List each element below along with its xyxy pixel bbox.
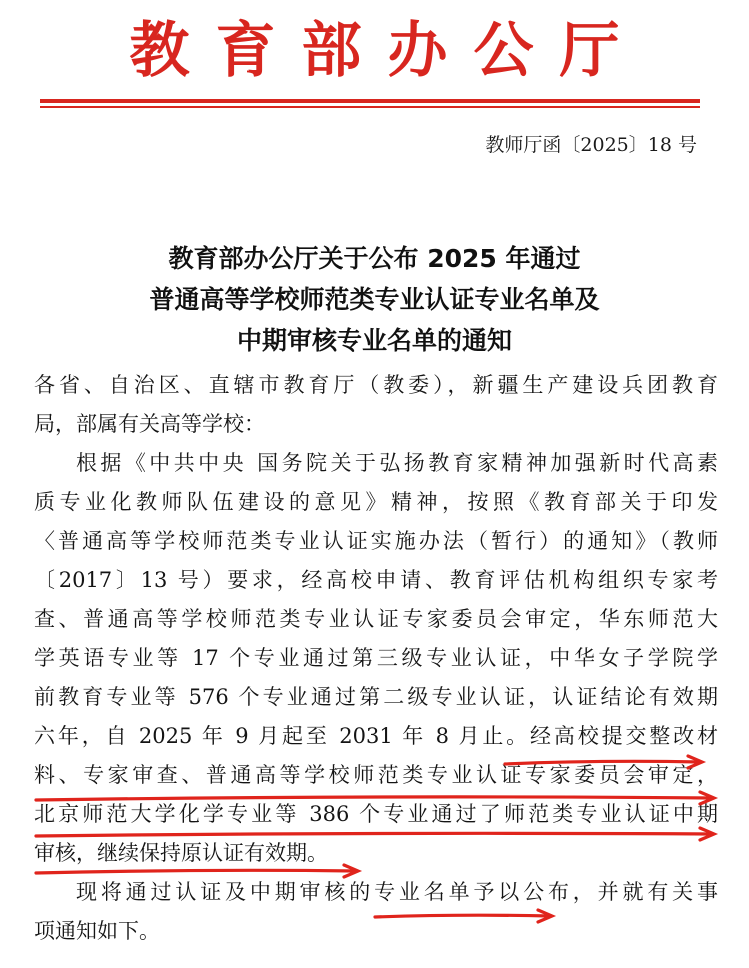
body-line-salutation: 各省、自治区、直辖市教育厅（教委），新疆生产建设兵团教育 — [34, 373, 718, 397]
title-line: 中期审核专业名单的通知 — [236, 326, 512, 355]
body-line: 根据《中共中央 国务院关于弘扬教育家精神加强新时代高素 — [76, 451, 718, 475]
body-line: 质专业化教师队伍建设的意见》精神，按照《教育部关于印发 — [34, 490, 718, 514]
body-line: 现将通过认证及中期审核的专业名单予以公布，并就有关事 — [76, 880, 718, 904]
body-line: 六年，自 2025 年 9 月起至 2031 年 8 月止。经高校提交整改材 — [34, 724, 718, 748]
body-line: 料、专家审查、普通高等学校师范类专业认证专家委员会审定， — [34, 763, 718, 787]
body-line: 前教育专业等 576 个专业通过第二级专业认证，认证结论有效期 — [34, 685, 718, 709]
body-line: 北京师范大学化学专业等 386 个专业通过了师范类专业认证中期 — [34, 802, 718, 826]
title-line: 教育部办公厅关于公布 2025 年通过 — [168, 244, 581, 273]
document-body — [34, 366, 718, 951]
body-line: 审核，继续保持原认证有效期。 — [34, 841, 328, 865]
body-line: 查、普通高等学校师范类专业认证专家委员会审定，华东师范大 — [34, 607, 718, 631]
masthead-rule-thin — [40, 106, 700, 108]
body-line: 项通知如下。 — [34, 919, 160, 943]
body-line: 〈普通高等学校师范类专业认证实施办法（暂行）的通知》（教师 — [34, 529, 718, 553]
title-line: 普通高等学校师范类专业认证专业名单及 — [149, 285, 600, 314]
body-line: 〔2017〕13 号）要求，经高校申请、教育评估机构组织专家考 — [34, 568, 718, 592]
document-title — [0, 238, 749, 361]
body-line: 学英语专业等 17 个专业通过第三级专业认证，中华女子学院学 — [34, 646, 718, 670]
masthead-title: 教育部办公厅 — [129, 16, 646, 86]
masthead-rule-thick — [40, 99, 700, 103]
body-line-salutation: 局，部属有关高等学校： — [34, 412, 265, 436]
document-number: 教师厅函〔2025〕18 号 — [485, 134, 697, 156]
